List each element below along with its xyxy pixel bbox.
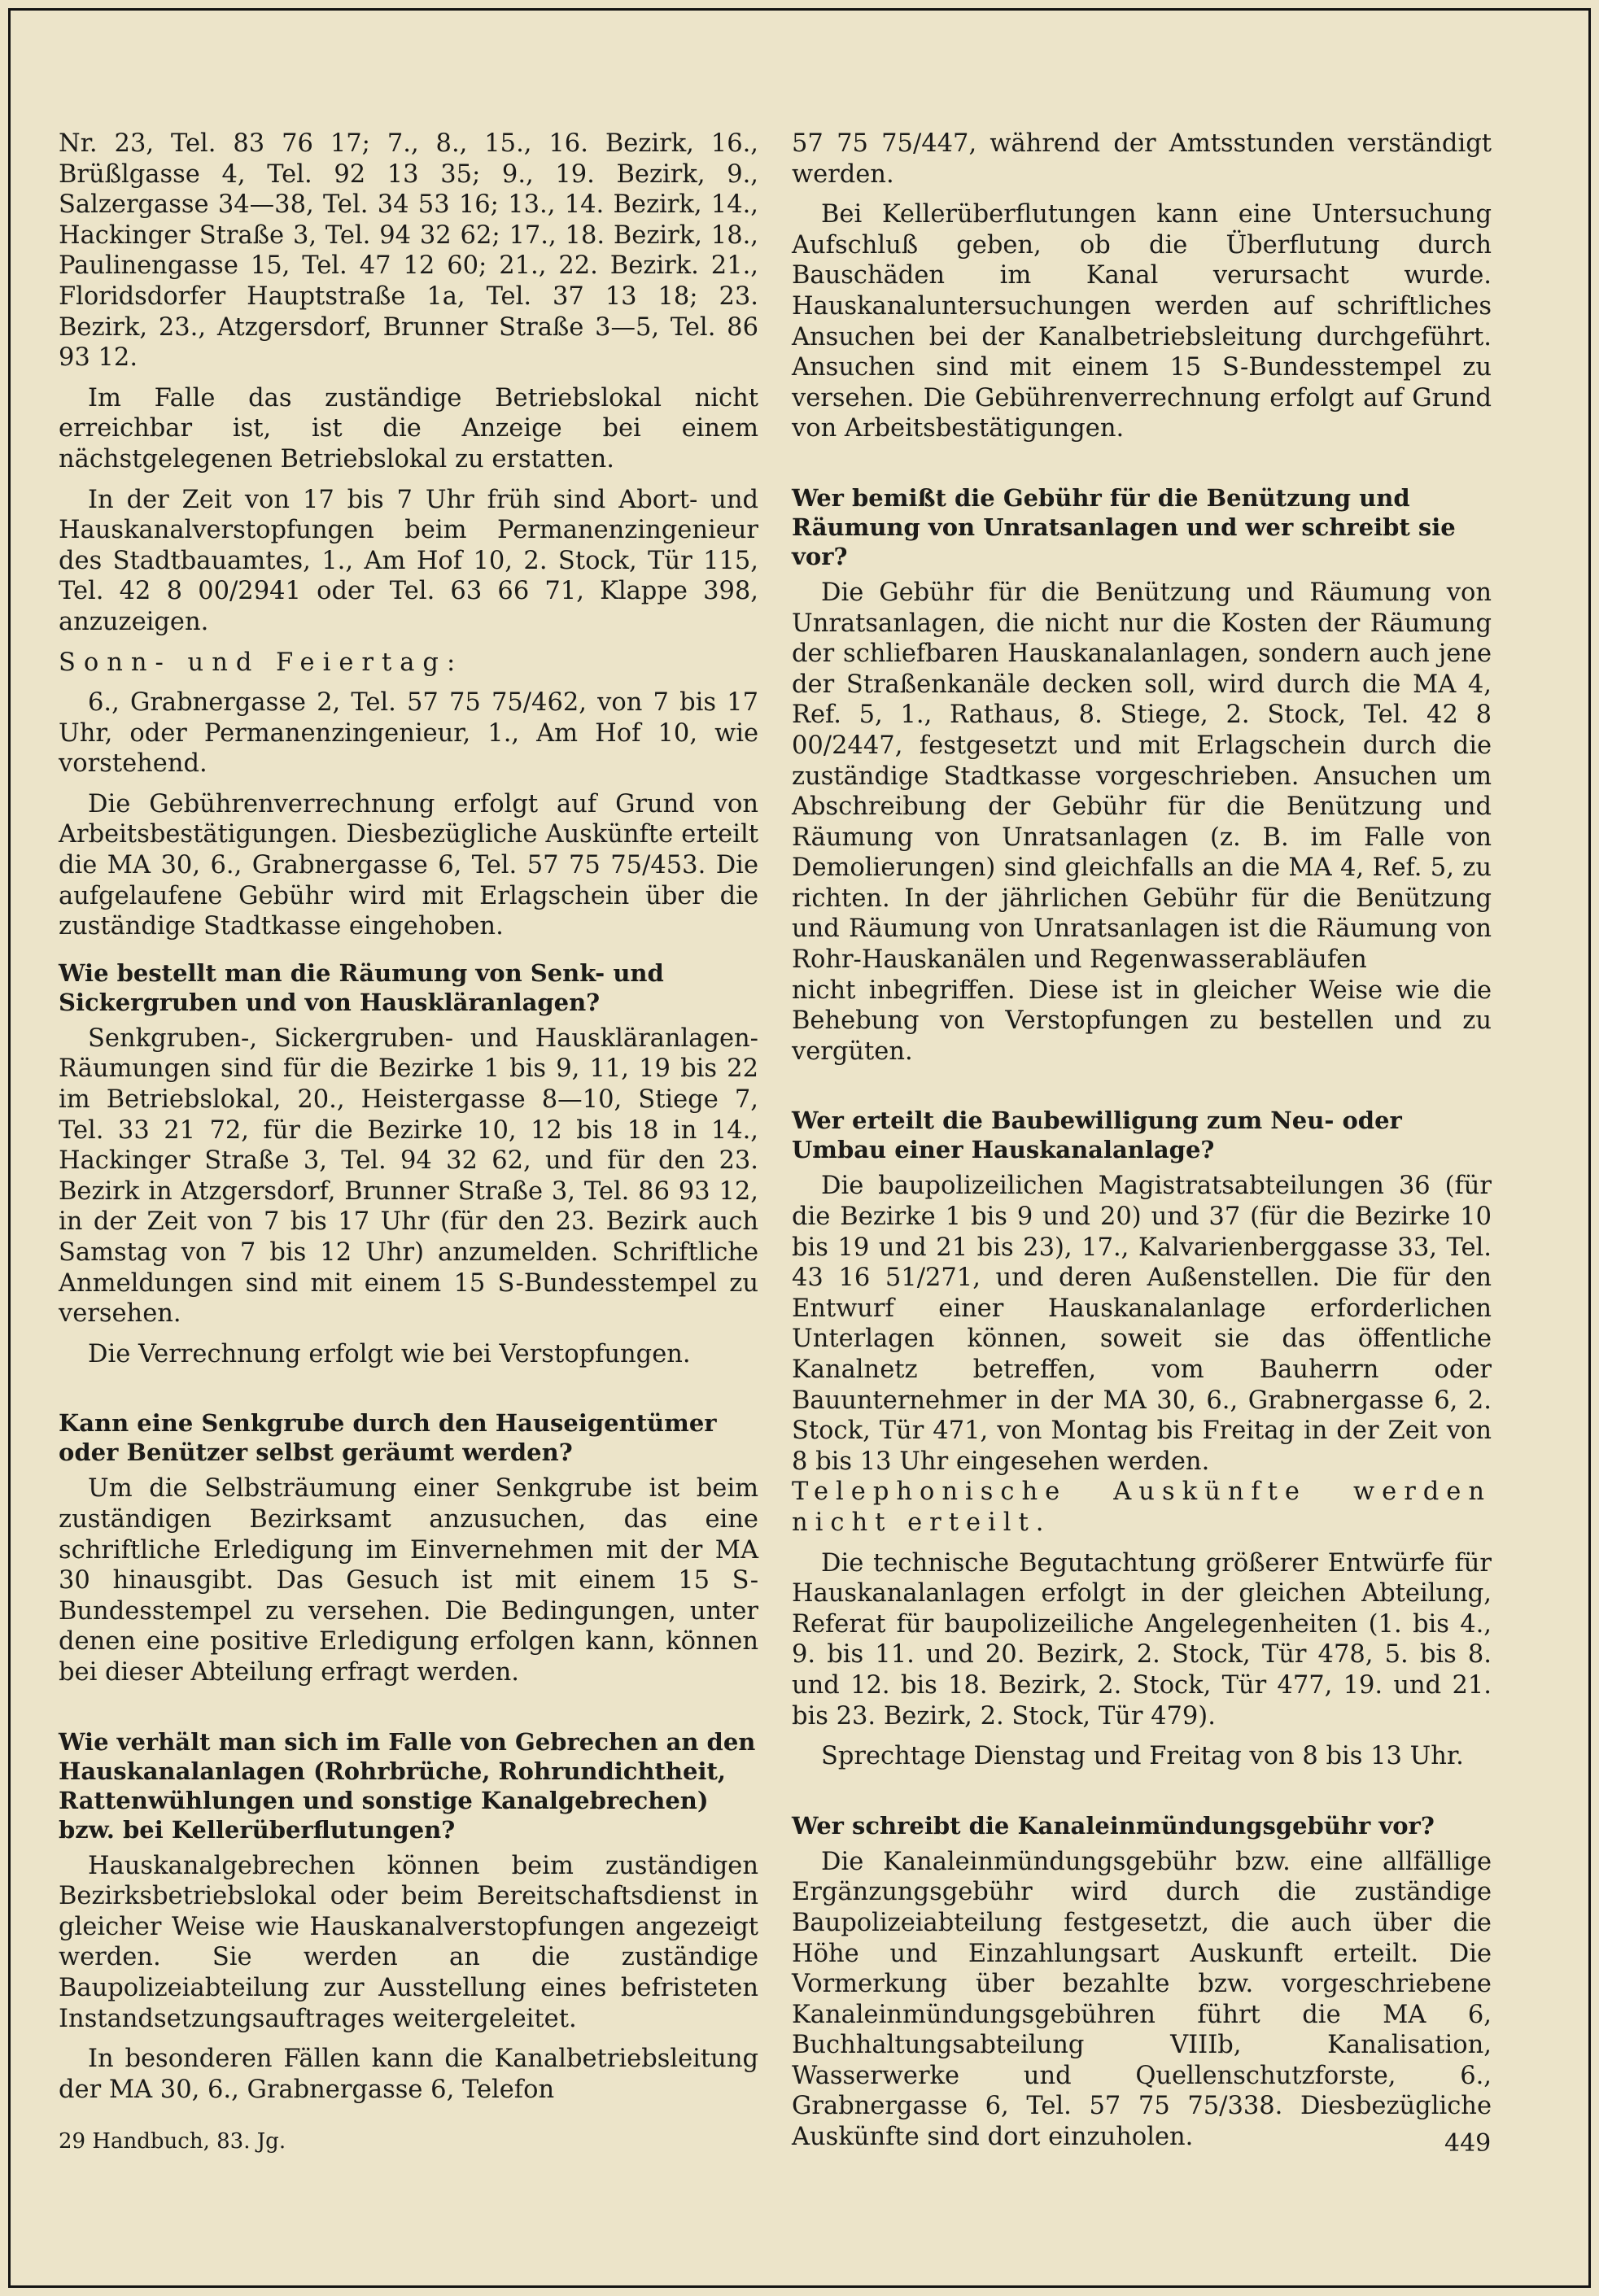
heading-baubewilligung: Wer erteilt die Baubewilligung zum Neu- oder Umbau einer Hauskanalanlage? [792,1107,1402,1164]
heading-kanaleinmuendung: Wer schreibt die Kanaleinmündungsgebühr vor? [792,1811,1435,1840]
right-column [792,129,1492,2163]
paragraph-hauskanalgebrechen: Hauskanalgebrechen können beim zuständigen Bezirksbetriebslokal oder beim Bereitschaftsdienst in gleicher Weise wie Hauskanalverstopfungen angezeigt werden. Sie werden an die zuständige Baupolizeiabteilung zur Ausstellung eines befristeten Instandsetzungsauftrages weitergeleitet. [59,1851,758,2033]
paragraph-gebuehrenverrechnung: Die Gebührenverrechnung erfolgt auf Grund von Arbeitsbestätigungen. Diesbezügliche Auskünfte erteilt die MA 30, 6., Grabnergasse 6, Tel. 57 75 75/453. Die aufgelaufene Gebühr wird mit Erlagschein über die zuständige Stadtkasse eingehoben. [59,789,758,941]
paragraph-senkgruben: Senkgruben-, Sickergruben- und Hauskläranlagen-Räumungen sind für die Bezirke 1 bis 9, 11, 19 bis 22 im Betriebslokal, 20., Heistergasse 8—10, Stiege 7, Tel. 33 21 72, für die Bezirke 10, 12 bis 18 in 14., Hackinger Straße 3, Tel. 94 32 62, und für den 23. Bezirk in Atzgersdorf, Brunner Straße 3, Tel. 86 93 12, in der Zeit von 7 bis 17 Uhr (für den 23. Bezirk auch Samstag von 7 bis 12 Uhr) anzumelden. Schriftliche Anmeldungen sind mit einem 15 S-Bundesstempel zu versehen. [59,1024,758,1329]
heading-gebuehr-unratsanlagen: Wer bemißt die Gebühr für die Benützung und Räumung von Unratsanlagen und wer schreibt sie vor? [792,483,1456,570]
heading-raeumung-senkgruben: Wie bestellt man die Räumung von Senk- und Sickergruben und von Hauskläranlagen? [59,958,664,1016]
paragraph-nicht-inbegriffen: nicht inbegriffen. Diese ist in gleicher Weise wie die Behebung von Verstopfungen zu bestellen und zu vergüten. [792,976,1492,1066]
paragraph-baubewilligung: Die baupolizeilichen Magistratsabteilungen 36 (für die Bezirke 1 bis 9 und 20) und 37 (für die Bezirke 10 bis 19 und 21 bis 23), 17., Kalvarienberggasse 33, Tel. 43 16 51/271, und deren Außenstellen. Die für den Entwurf einer Hauskanalanlage erforderlichen Unterlagen können, soweit sie das öffentliche Kanalnetz betreffen, vom Bauherrn oder Bauunternehmer in der MA 30, 6., Grabnergasse 6, 2. Stock, Tür 471, von Montag bis Freitag in der Zeit von 8 bis 13 Uhr eingesehen werden. [792,1172,1492,1476]
paragraph-telephonische-auskuenfte: Telephonische Auskünfte werden nicht erteilt. [792,1478,1492,1537]
paragraph-kanaleinmuendung: Die Kanaleinmündungsgebühr bzw. eine allfällige Ergänzungsgebühr wird durch die zuständige Baupolizeiabteilung festgesetzt, die auch über die Höhe und Einzahlungsart Auskunft erteilt. Die Vormerkung über bezahlte bzw. vorgeschriebene Kanaleinmündungsgebühren führt die MA 6, Buchhaltungsabteilung VIIIb, Kanalisation, Wasserwerke und Quellenschutzforste, 6., Grabnergasse 6, Tel. 57 75 75/338. Diesbezügliche Auskünfte sind dort einzuholen. [792,1847,1492,2152]
heading-gebrechen: Wie verhält man sich im Falle von Gebrechen an den Hauskanalanlagen (Rohrbrüche, Rohrundichtheit, Rattenwühlungen und sonstige Kanalgebrechen) bzw. bei Kellerüberflutungen? [59,1727,756,1844]
page-number: 449 [1444,2129,1492,2158]
paragraph-permanenz: In der Zeit von 17 bis 7 Uhr früh sind Abort- und Hauskanalverstopfungen beim Permanenzingenieur des Stadtbauamtes, 1., Am Hof 10, 2. Stock, Tür 115, Tel. 42 8 00/2941 oder Tel. 63 66 71, Klappe 398, anzuzeigen. [59,485,758,636]
paragraph-kellerueberflutungen: Bei Kellerüberflutungen kann eine Untersuchung Aufschluß geben, ob die Überflutung durch Bauschäden im Kanal verursacht wurde. Hauskanaluntersuchungen werden auf schriftliches Ansuchen bei der Kanalbetriebsleitung durchgeführt. Ansuchen sind mit einem 15 S-Bundesstempel zu versehen. Die Gebührenverrechnung erfolgt auf Grund von Arbeitsbestätigungen. [792,200,1492,443]
footer-signature: 29 Handbuch, 83. Jg. [59,2129,286,2154]
heading-selbstraeumung: Kann eine Senkgrube durch den Hauseigentümer oder Benützer selbst geräumt werden? [59,1409,717,1467]
paragraph-selbstraeumung: Um die Selbsträumung einer Senkgrube ist beim zuständigen Bezirksamt anzusuchen, das eine schriftliche Erledigung im Einvernehmen mit der MA 30 hinausgibt. Das Gesuch ist mit einem 15 S-Bundesstempel zu versehen. Die Bedingungen, unter denen eine positive Erledigung erfolgen kann, können bei dieser Abteilung erfragt werden. [59,1474,758,1687]
paragraph-bezirk-list: Nr. 23, Tel. 83 76 17; 7., 8., 15., 16. Bezirk, 16., Brüßlgasse 4, Tel. 92 13 35; 9., 19. Bezirk, 9., Salzergasse 34—38, Tel. 34 53 16; 13., 14. Bezirk, 14., Hackinger Straße 3, Tel. 94 32 62; 17., 18. Bezirk, 18., Paulinengasse 15, Tel. 47 12 60; 21., 22. Bezirk. 21., Floridsdorfer Hauptstraße 1a, Tel. 37 13 18; 23. Bezirk, 23., Atzgersdorf, Brunner Straße 3—5, Tel. 86 93 12. [59,129,758,373]
paragraph-begutachtung: Die technische Begutachtung größerer Entwürfe für Hauskanalanlagen erfolgt in der gleichen Abteilung, Referat für baupolizeiliche Angelegenheiten (1. bis 4., 9. bis 11. und 20. Bezirk, 2. Stock, Tür 478, 5. bis 8. und 12. bis 18. Bezirk, 2. Stock, Tür 477, 19. und 21. bis 23. Bezirk, 2. Stock, Tür 479). [792,1548,1492,1731]
paragraph-besondere-faelle: In besonderen Fällen kann die Kanalbetriebsleitung der MA 30, 6., Grabnergasse 6, Telefon [59,2045,758,2104]
label-sonn-feiertag: Sonn- und Feiertag: [59,648,464,677]
paragraph-gebuehr-unratsanlagen: Die Gebühr für die Benützung und Räumung von Unratsanlagen, die nicht nur die Kosten der Räumung der schliefbaren Hauskanalanlagen, sondern auch jene der Straßenkanäle decken soll, wird durch die MA 4, Ref. 5, 1., Rathaus, 8. Stiege, 2. Stock, Tel. 42 8 00/2447, festgesetzt und mit Erlagschein durch die zuständige Stadtkasse vorgeschrieben. Ansuchen um Abschreibung der Gebühr für die Benützung und Räumung von Unratsanlagen (z. B. im Falle von Demolierungen) sind gleichfalls an die MA 4, Ref. 5, zu richten. In der jährlichen Gebühr für die Benützung und Räumung von Unratsanlagen ist die Räumung von Rohr-Hauskanälen und Regenwasserabläufen [792,578,1492,975]
paragraph-sprechtage: Sprechtage Dienstag und Freitag von 8 bis 13 Uhr. [821,1742,1464,1771]
left-column [59,129,758,2115]
paragraph-betriebslokal: Im Falle das zuständige Betriebslokal nicht erreichbar ist, ist die Anzeige bei einem nächstgelegenen Betriebslokal zu erstatten. [59,383,758,474]
paragraph-grabnergasse: 6., Grabnergasse 2, Tel. 57 75 75/462, von 7 bis 17 Uhr, oder Permanenzingenieur, 1., Am Hof 10, wie vorstehend. [59,688,758,779]
paragraph-amtsstunden: 57 75 75/447, während der Amtsstunden verständigt werden. [792,129,1492,189]
paragraph-verrechnung: Die Verrechnung erfolgt wie bei Verstopfungen. [88,1339,691,1368]
